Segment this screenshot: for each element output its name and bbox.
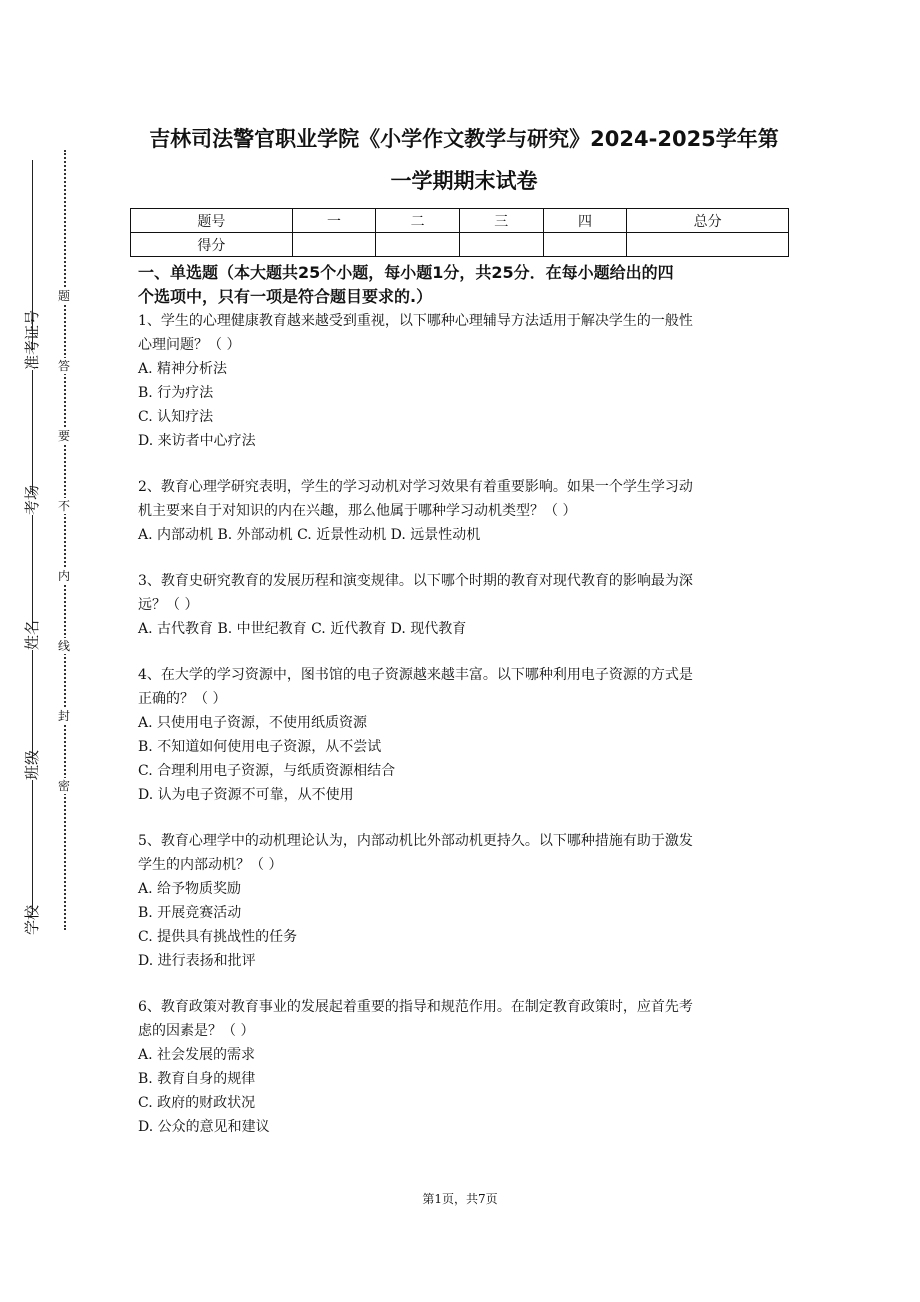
question-option: A. 社会发展的需求 xyxy=(138,1047,256,1063)
seal-char: 封 xyxy=(57,709,70,723)
section-heading-line2: 个选项中，只有一项是符合题目要求的.） xyxy=(138,287,433,306)
score-input-cell[interactable] xyxy=(376,233,460,257)
score-cell: 一 xyxy=(292,209,376,233)
question-4 xyxy=(138,663,790,807)
question-stem: 心理问题？（ ） xyxy=(138,337,241,353)
seal-char: 线 xyxy=(57,639,70,653)
field-admission-number: 准考证号 xyxy=(23,309,41,370)
question-option: A. 只使用电子资源，不使用纸质资源 xyxy=(138,715,368,731)
binding-solid-line xyxy=(32,160,33,930)
score-input-cell[interactable] xyxy=(543,233,627,257)
question-3 xyxy=(138,569,790,641)
question-option: A. 精神分析法 xyxy=(138,361,228,377)
question-1 xyxy=(138,309,790,453)
question-option: D. 公众的意见和建议 xyxy=(138,1119,270,1135)
exam-page xyxy=(138,118,790,1161)
question-stem: 正确的？（ ） xyxy=(138,691,227,707)
question-2 xyxy=(138,475,790,547)
section-heading xyxy=(138,261,790,309)
score-table-header-row xyxy=(131,209,789,233)
question-option: C. 政府的财政状况 xyxy=(138,1095,256,1111)
score-table xyxy=(130,208,789,257)
exam-title-line1: 吉林司法警官职业学院《小学作文教学与研究》2024-2025学年第 xyxy=(149,127,779,151)
question-stem: 5、教育心理学中的动机理论认为，内部动机比外部动机更持久。以下哪种措施有助于激发 xyxy=(138,833,693,849)
score-cell: 总分 xyxy=(627,209,789,233)
question-stem: 4、在大学的学习资源中，图书馆的电子资源越来越丰富。以下哪种利用电子资源的方式是 xyxy=(138,667,693,683)
field-school: 学校 xyxy=(23,904,41,935)
seal-char: 答 xyxy=(57,359,70,373)
score-input-cell[interactable] xyxy=(627,233,789,257)
question-stem: 远？（ ） xyxy=(138,597,199,613)
question-stem: 机主要来自于对知识的内在兴趣，那么他属于哪种学习动机类型？（ ） xyxy=(138,503,577,519)
field-exam-room: 考场 xyxy=(23,484,41,515)
score-input-cell[interactable] xyxy=(459,233,543,257)
score-cell: 二 xyxy=(376,209,460,233)
question-stem: 2、教育心理学研究表明，学生的学习动机对学习效果有着重要影响。如果一个学生学习动 xyxy=(138,479,693,495)
seal-char: 密 xyxy=(57,779,70,793)
question-option: D. 认为电子资源不可靠，从不使用 xyxy=(138,787,354,803)
question-option: A. 给予物质奖励 xyxy=(138,881,242,897)
score-cell: 三 xyxy=(459,209,543,233)
question-stem: 3、教育史研究教育的发展历程和演变规律。以下哪个时期的教育对现代教育的影响最为深 xyxy=(138,573,693,589)
question-stem: 虑的因素是？（ ） xyxy=(138,1023,255,1039)
page-footer: 第1页，共7页 xyxy=(422,1192,498,1206)
question-stem: 1、学生的心理健康教育越来越受到重视，以下哪种心理辅导方法适用于解决学生的一般性 xyxy=(138,313,693,329)
score-row-label: 得分 xyxy=(131,233,293,257)
question-option: B. 不知道如何使用电子资源，从不尝试 xyxy=(138,739,382,755)
question-options-inline: A. 内部动机 B. 外部动机 C. 近景性动机 D. 远景性动机 xyxy=(138,527,481,543)
question-option: D. 来访者中心疗法 xyxy=(138,433,256,449)
score-input-cell[interactable] xyxy=(292,233,376,257)
seal-char: 要 xyxy=(57,429,70,443)
score-cell: 题号 xyxy=(131,209,293,233)
question-stem: 学生的内部动机？（ ） xyxy=(138,857,283,873)
score-table-score-row xyxy=(131,233,789,257)
question-5 xyxy=(138,829,790,973)
seal-char: 题 xyxy=(57,289,70,303)
question-option: C. 提供具有挑战性的任务 xyxy=(138,929,298,945)
question-option: B. 教育自身的规律 xyxy=(138,1071,256,1087)
exam-title xyxy=(138,118,790,202)
question-option: D. 进行表扬和批评 xyxy=(138,953,256,969)
seal-char: 不 xyxy=(57,499,70,513)
seal-dotted-line xyxy=(64,150,66,930)
question-stem: 6、教育政策对教育事业的发展起着重要的指导和规范作用。在制定教育政策时，应首先考 xyxy=(138,999,693,1015)
field-class: 班级 xyxy=(23,749,41,780)
question-options-inline: A. 古代教育 B. 中世纪教育 C. 近代教育 D. 现代教育 xyxy=(138,621,467,637)
question-option: C. 认知疗法 xyxy=(138,409,214,425)
seal-char: 内 xyxy=(57,569,70,583)
score-cell: 四 xyxy=(543,209,627,233)
section-heading-line1: 一、单选题（本大题共25个小题，每小题1分，共25分．在每小题给出的四 xyxy=(138,263,674,282)
question-option: C. 合理利用电子资源，与纸质资源相结合 xyxy=(138,763,396,779)
field-name: 姓名 xyxy=(23,619,41,650)
binding-margin xyxy=(0,150,80,935)
exam-title-line2: 一学期期末试卷 xyxy=(390,169,538,193)
question-option: B. 开展竞赛活动 xyxy=(138,905,242,921)
question-option: B. 行为疗法 xyxy=(138,385,214,401)
question-6 xyxy=(138,995,790,1139)
